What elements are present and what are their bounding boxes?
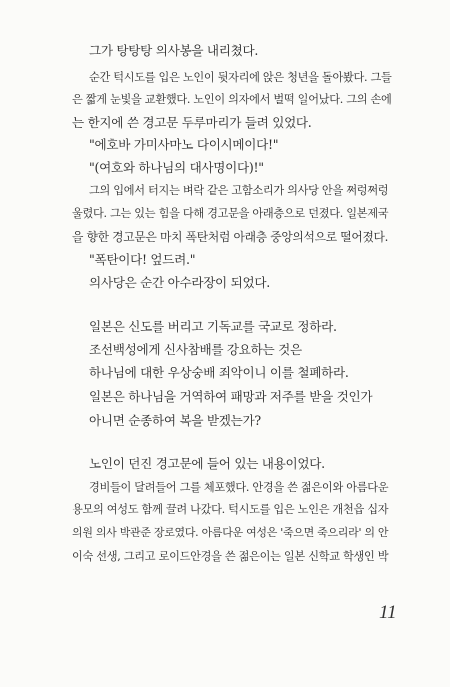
text-line: 의사당은 순간 아수라장이 되었다. [89,275,270,290]
dialogue-line: "(여호와 하나님의 대사명이다)!" [89,160,264,175]
verse-line: 조선백성에게 신사참배를 강요하는 것은 [89,342,302,357]
text-line: 그가 탕탕탕 의사봉을 내리쳤다. [89,43,259,58]
text-line: 은 짧게 눈빛을 교환했다. 노인이 의자에서 벌떡 일어났다. 그의 손에 [72,93,392,106]
text-line: 경비들이 달려들어 그를 체포했다. 안경을 쓴 젊은이와 아름다운 [89,481,389,494]
verse-line: 일본은 신도를 버리고 기독교를 국교로 정하라. [89,319,337,334]
text-line: 이숙 선생, 그리고 로이드안경을 쓴 젊은이는 일본 신학교 학생인 박 [72,550,389,563]
page-number: 11 [379,602,397,623]
verse-line: 아니면 순종하여 복을 받겠는가? [89,413,261,428]
text-line: 의원 의사 박관준 장로였다. 아름다운 여성은 '죽으면 죽으리라' 의 안 [72,526,389,539]
text-line: 울렸다. 그는 있는 힘을 다해 경고문을 아래층으로 던졌다. 일본제국 [72,207,389,220]
text-line: 노인이 던진 경고문에 들어 있는 내용이었다. [89,456,325,471]
verse-line: 일본은 하나님을 거역하여 패망과 저주를 받을 것인가 [89,389,373,404]
verse-line: 하나님에 대한 우상숭배 죄악이니 이를 철폐하라. [89,365,349,380]
dialogue-line: "에호바 가미사마노 다이시메이다!" [89,137,279,152]
dialogue-line: "폭탄이다! 엎드려." [89,252,196,267]
text-line: 그의 입에서 터지는 벼락 같은 고함소리가 의사당 안을 쩌렁쩌렁 [89,184,389,197]
text-line: 는 한지에 쓴 경고문 두루마리가 들려 있었다. [72,115,312,130]
text-line: 을 향한 경고문은 마치 폭탄처럼 아래층 중앙의석으로 떨어졌다. [72,230,389,244]
text-line: 순간 턱시도를 입은 노인이 뒷자리에 앉은 청년을 돌아봤다. 그들 [89,71,392,84]
text-line: 용모의 여성도 함께 끌려 나갔다. 턱시도를 입은 노인은 개천읍 십자 [72,503,389,516]
